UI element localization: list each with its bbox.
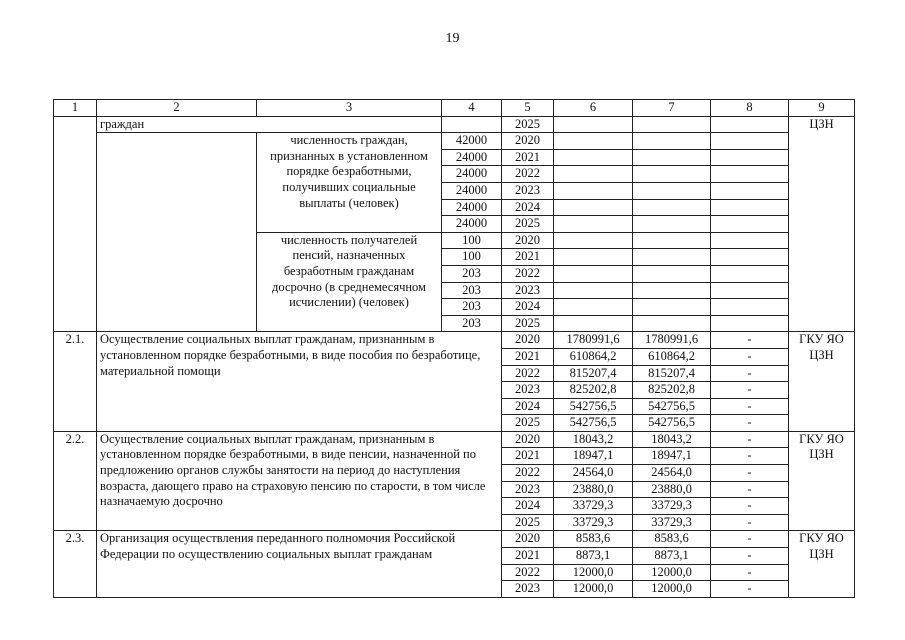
amount-cell: - [711,431,789,448]
amount-cell: 610864,2 [633,348,711,365]
header-cell: 1 [54,100,97,117]
amount-cell: 1780991,6 [554,332,633,349]
indicator-value-cell: 100 [442,232,502,249]
indicator-value-cell: 42000 [442,133,502,150]
table-row [54,133,855,150]
year-cell: 2023 [502,282,554,299]
amount-cell [554,216,633,233]
amount-cell: - [711,581,789,598]
amount-cell: - [711,398,789,415]
year-cell: 2022 [502,564,554,581]
year-cell: 2020 [502,332,554,349]
executor-cell: ЦЗН [789,116,855,332]
amount-cell [554,232,633,249]
section-number: 2.3. [54,531,97,597]
amount-cell [554,299,633,316]
year-cell: 2025 [502,116,554,133]
year-cell: 2020 [502,531,554,548]
blank-cell [97,133,257,332]
amount-cell [711,199,789,216]
indicator-value-cell: 203 [442,299,502,316]
year-cell: 2025 [502,514,554,531]
year-cell: 2020 [502,232,554,249]
section-text: Осуществление социальных выплат гражданам, признанным в установленном порядке безработными, в виде пособия по безработице, материальной помощи [97,332,502,432]
amount-cell [554,249,633,266]
year-cell: 2024 [502,199,554,216]
year-cell: 2023 [502,581,554,598]
amount-cell [633,249,711,266]
year-cell: 2022 [502,166,554,183]
amount-cell: 33729,3 [633,498,711,515]
amount-cell: 12000,0 [633,581,711,598]
amount-cell: - [711,514,789,531]
amount-cell [711,282,789,299]
year-cell: 2023 [502,182,554,199]
indicator-value-cell: 203 [442,265,502,282]
amount-cell: 542756,5 [633,415,711,432]
amount-cell [711,182,789,199]
table-row [54,332,855,349]
indicator-value-cell [442,116,502,133]
year-cell: 2025 [502,415,554,432]
year-cell: 2020 [502,133,554,150]
amount-cell: - [711,465,789,482]
amount-cell [554,199,633,216]
year-cell: 2021 [502,448,554,465]
program-table [53,99,855,598]
indicator-value-cell: 24000 [442,149,502,166]
amount-cell: - [711,531,789,548]
amount-cell: - [711,332,789,349]
amount-cell: - [711,481,789,498]
header-cell: 3 [257,100,442,117]
indicator-value-cell: 24000 [442,166,502,183]
header-cell: 5 [502,100,554,117]
year-cell: 2021 [502,348,554,365]
amount-cell: 815207,4 [554,365,633,382]
amount-cell [711,315,789,332]
year-cell: 2022 [502,265,554,282]
header-cell: 7 [633,100,711,117]
amount-cell [711,232,789,249]
amount-cell: 8873,1 [633,548,711,565]
amount-cell: 542756,5 [554,398,633,415]
amount-cell [633,133,711,150]
amount-cell [554,282,633,299]
amount-cell [711,216,789,233]
amount-cell [633,116,711,133]
indicator-value-cell: 203 [442,315,502,332]
amount-cell: 23880,0 [633,481,711,498]
amount-cell: 815207,4 [633,365,711,382]
section-number: 2.1. [54,332,97,432]
amount-cell: 825202,8 [633,382,711,399]
row-label: граждан [97,116,442,133]
amount-cell [633,282,711,299]
year-cell: 2021 [502,548,554,565]
amount-cell: - [711,548,789,565]
amount-cell: 12000,0 [633,564,711,581]
year-cell: 2024 [502,498,554,515]
table-row [54,531,855,548]
amount-cell [554,149,633,166]
amount-cell: 542756,5 [633,398,711,415]
year-cell: 2020 [502,431,554,448]
table-body [54,100,855,598]
amount-cell: 18043,2 [554,431,633,448]
amount-cell [633,232,711,249]
amount-cell [633,199,711,216]
indicator-text: численность получателей пенсий, назначенных безработным гражданам досрочно (в среднемесячном исчислении) (человек) [257,232,442,332]
amount-cell: 18947,1 [554,448,633,465]
executor-cell: ГКУ ЯО ЦЗН [789,431,855,531]
amount-cell: 8583,6 [554,531,633,548]
amount-cell [633,149,711,166]
amount-cell [711,299,789,316]
table-row [54,116,855,133]
amount-cell [554,182,633,199]
section-number: 2.2. [54,431,97,531]
header-cell: 9 [789,100,855,117]
indicator-value-cell: 24000 [442,182,502,199]
amount-cell: - [711,448,789,465]
num-cell [54,116,97,332]
header-cell: 4 [442,100,502,117]
amount-cell [711,149,789,166]
year-cell: 2022 [502,465,554,482]
year-cell: 2024 [502,299,554,316]
header-row [54,100,855,117]
amount-cell: - [711,382,789,399]
amount-cell [711,265,789,282]
amount-cell [554,166,633,183]
amount-cell [711,166,789,183]
amount-cell [554,133,633,150]
amount-cell: 8873,1 [554,548,633,565]
amount-cell: 542756,5 [554,415,633,432]
amount-cell [633,315,711,332]
amount-cell: 33729,3 [554,498,633,515]
amount-cell: 24564,0 [633,465,711,482]
indicator-value-cell: 203 [442,282,502,299]
amount-cell: - [711,415,789,432]
amount-cell: - [711,365,789,382]
amount-cell: 18947,1 [633,448,711,465]
amount-cell: 825202,8 [554,382,633,399]
header-cell: 8 [711,100,789,117]
amount-cell [633,299,711,316]
indicator-value-cell: 24000 [442,216,502,233]
amount-cell: 12000,0 [554,581,633,598]
header-cell: 6 [554,100,633,117]
amount-cell: - [711,564,789,581]
year-cell: 2021 [502,249,554,266]
section-text: Осуществление социальных выплат гражданам, признанным в установленном порядке безработными, в виде пенсии, назначенной по предложению органов службы занятости на период до наступления возраста, дающего право на страховую пенсию по старости, в том числе назначаемую досрочно [97,431,502,531]
amount-cell [633,216,711,233]
section-text: Организация осуществления переданного полномочия Российской Федерации по осуществлению социальных выплат гражданам [97,531,502,597]
amount-cell: - [711,498,789,515]
indicator-value-cell: 24000 [442,199,502,216]
table-row [54,431,855,448]
executor-cell: ГКУ ЯО ЦЗН [789,531,855,597]
year-cell: 2025 [502,216,554,233]
year-cell: 2021 [502,149,554,166]
amount-cell: 23880,0 [554,481,633,498]
year-cell: 2022 [502,365,554,382]
amount-cell: 610864,2 [554,348,633,365]
header-cell: 2 [97,100,257,117]
year-cell: 2025 [502,315,554,332]
amount-cell [633,182,711,199]
amount-cell [554,315,633,332]
amount-cell: 18043,2 [633,431,711,448]
amount-cell: 8583,6 [633,531,711,548]
year-cell: 2023 [502,382,554,399]
amount-cell: 1780991,6 [633,332,711,349]
indicator-value-cell: 100 [442,249,502,266]
amount-cell [711,249,789,266]
amount-cell: 33729,3 [633,514,711,531]
amount-cell: 33729,3 [554,514,633,531]
amount-cell: - [711,348,789,365]
page-number: 19 [445,31,460,46]
executor-cell: ГКУ ЯО ЦЗН [789,332,855,432]
amount-cell: 12000,0 [554,564,633,581]
year-cell: 2023 [502,481,554,498]
amount-cell [711,133,789,150]
year-cell: 2024 [502,398,554,415]
amount-cell: 24564,0 [554,465,633,482]
amount-cell [633,166,711,183]
indicator-text: численность граждан, признанных в установленном порядке безработными, получивших социальные выплаты (человек) [257,133,442,233]
amount-cell [554,265,633,282]
amount-cell [711,116,789,133]
amount-cell [633,265,711,282]
amount-cell [554,116,633,133]
